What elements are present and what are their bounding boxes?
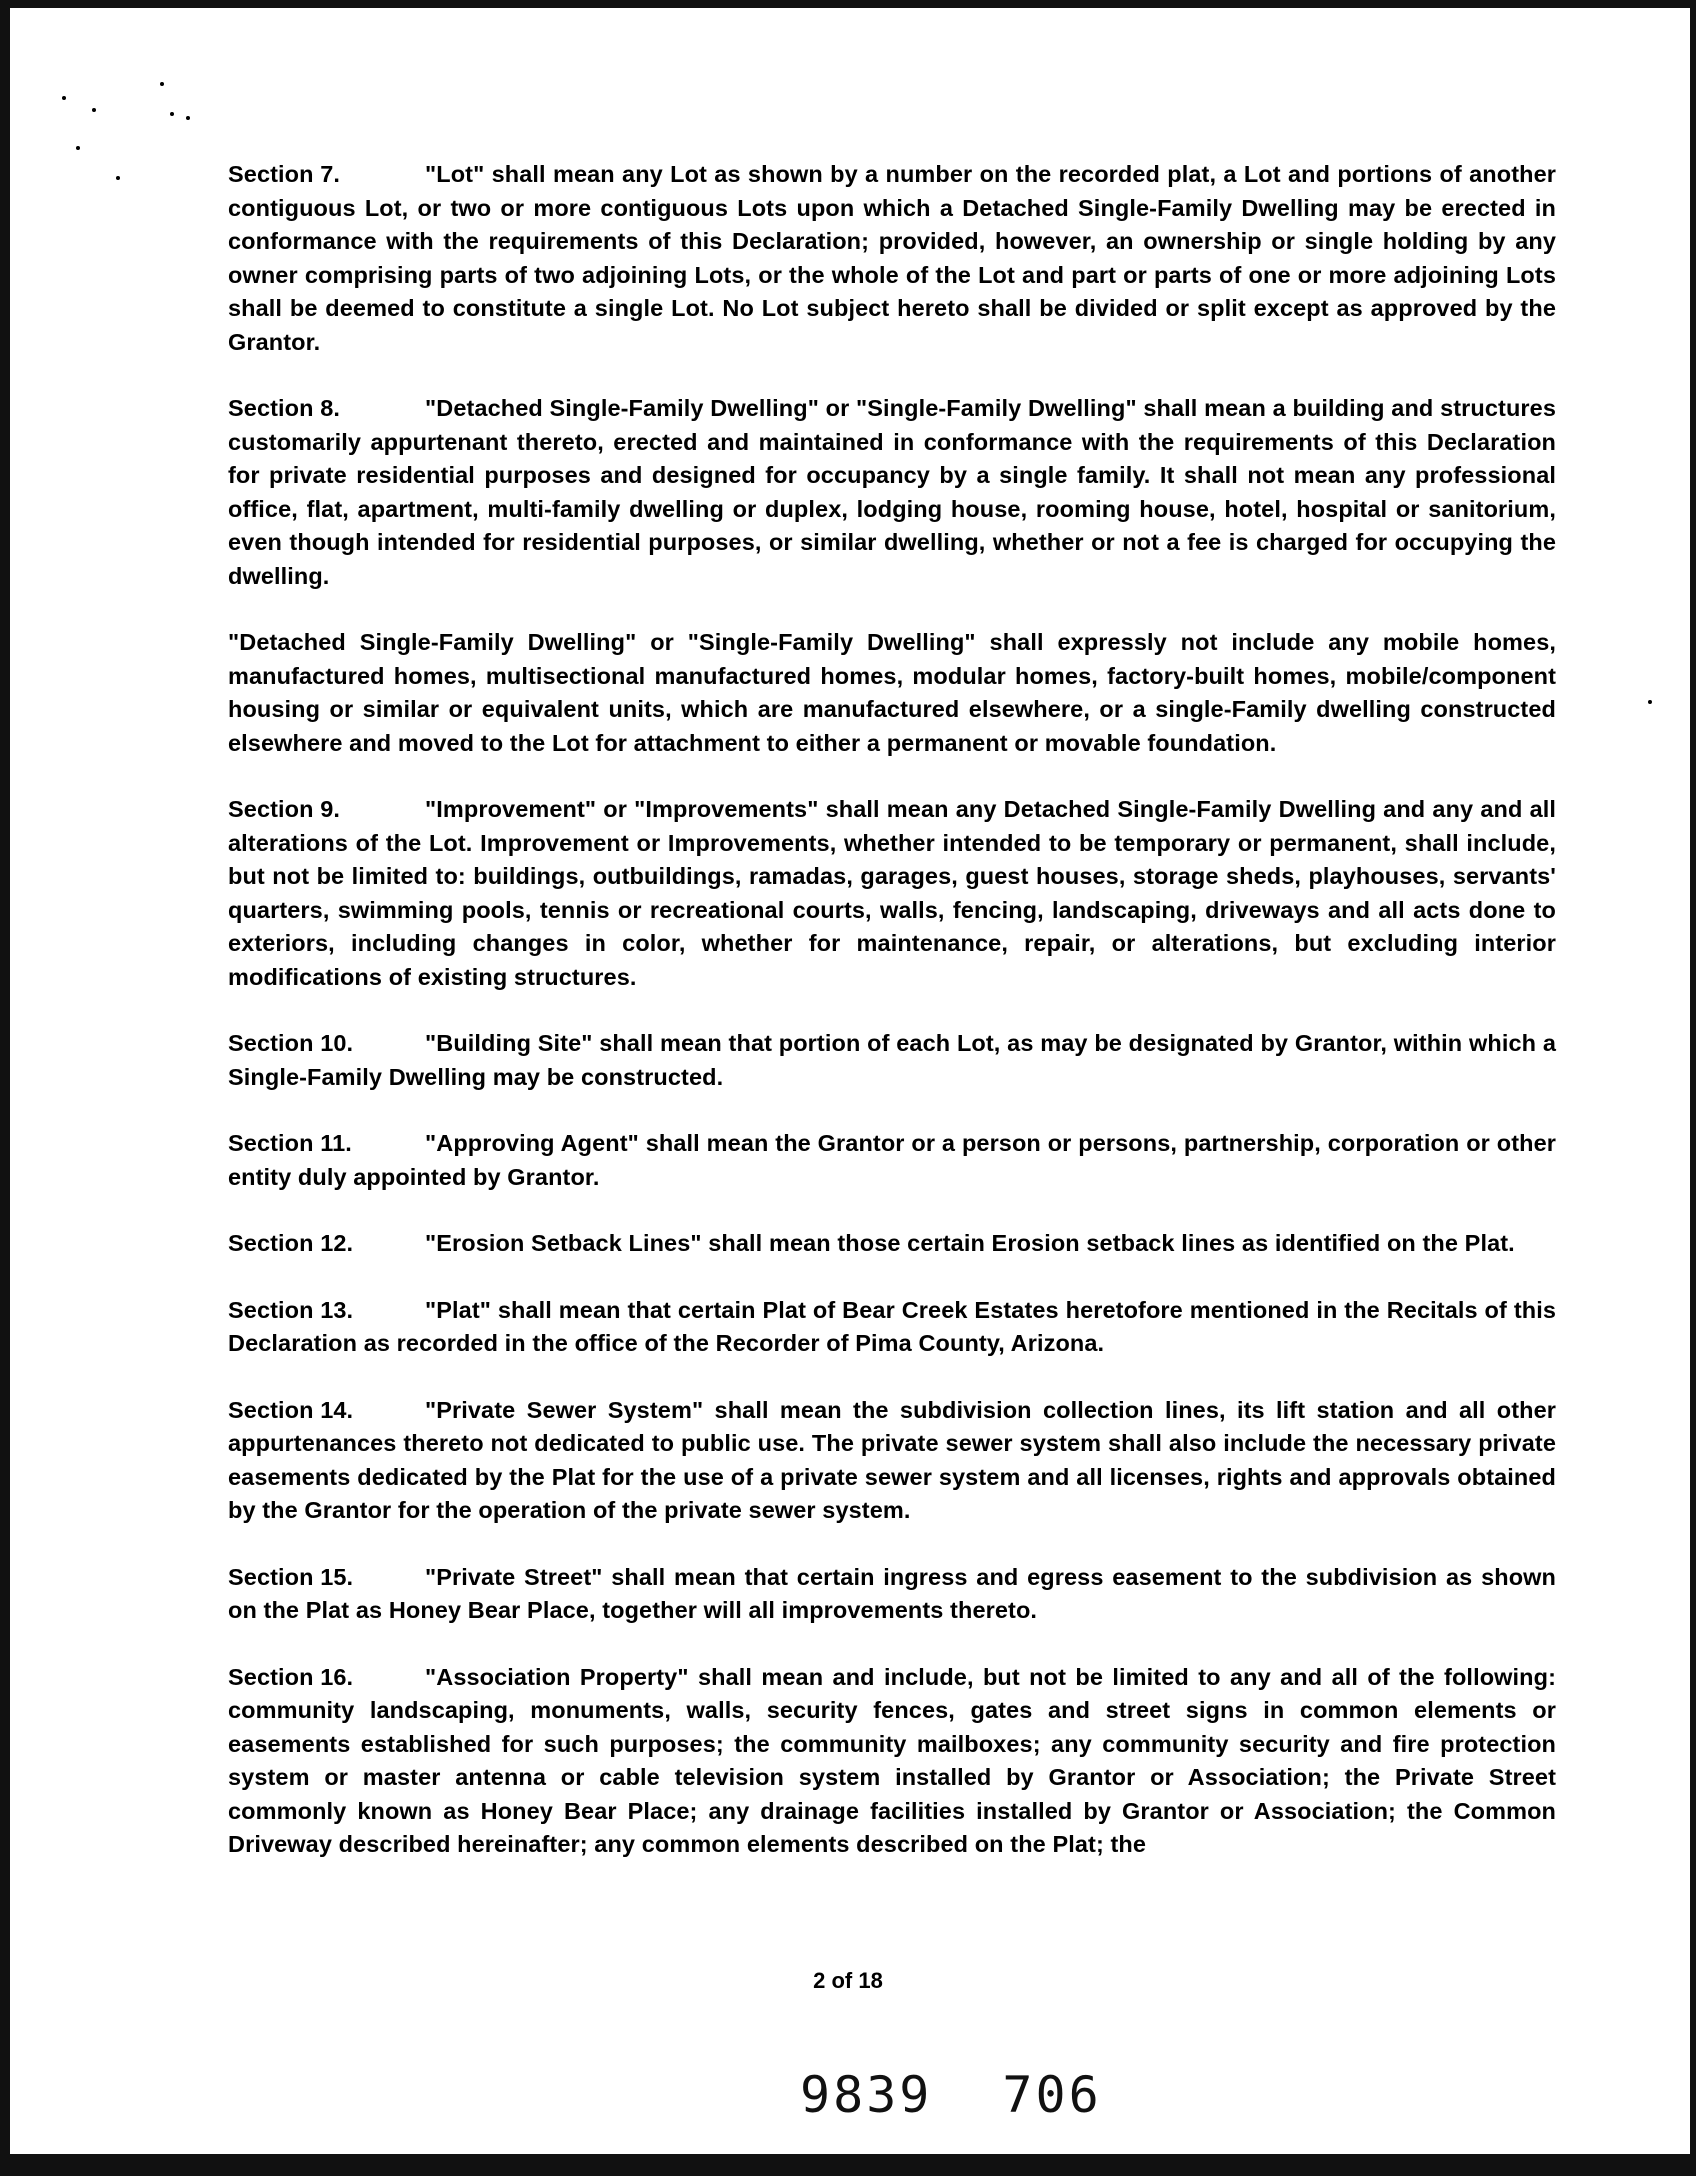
section-8-continued <box>228 626 1556 760</box>
scan-speck <box>92 108 96 112</box>
section-12 <box>228 1227 1556 1261</box>
section-text: "Improvement" or "Improvements" shall mean any Detached Single-Family Dwelling and any and all alterations of the Lot. Improvement or Improvements, whether intended to be temporary or permanent, shall include, but not be limited to: buildings, outbuildings, ramadas, garages, guest houses, storage sheds, playhouses, servants' quarters, swimming pools, tennis or recreational courts, walls, fencing, landscaping, driveways and all acts done to exteriors, including changes in color, whether for maintenance, repair, or alterations, but excluding interior modifications of existing structures. <box>228 796 1556 990</box>
section-text: "Detached Single-Family Dwelling" or "Single-Family Dwelling" shall mean a building and structures customarily appurtenant thereto, erected and maintained in conformance with the requirements of this Declaration for private residential purposes and designed for occupancy by a single family. It shall not mean any professional office, flat, apartment, multi-family dwelling or duplex, lodging house, rooming house, hotel, hospital or sanitorium, even though intended for residential purposes, or similar dwelling, whether or not a fee is charged for occupying the dwelling. <box>228 395 1556 589</box>
document-body <box>228 158 1556 1895</box>
section-10 <box>228 1027 1556 1094</box>
section-label: Section 7. <box>228 161 341 187</box>
section-text: "Erosion Setback Lines" shall mean those certain Erosion setback lines as identified on the Plat. <box>425 1230 1515 1256</box>
scan-speck <box>186 116 190 120</box>
section-text: "Association Property" shall mean and include, but not be limited to any and all of the following: community landscaping, monuments, walls, security fences, gates and street signs in common elements or easements established for such purposes; the community mailboxes; any community security and fire protection system or master antenna or cable television system installed by Grantor or Association; the Private Street commonly known as Honey Bear Place; any drainage facilities installed by Grantor or Association; the Common Driveway described hereinafter; any common elements described on the Plat; the <box>228 1663 1556 1857</box>
scan-edge-left <box>0 0 10 2176</box>
section-7 <box>228 158 1556 359</box>
section-text: "Detached Single-Family Dwelling" or "Single-Family Dwelling" shall expressly not include any mobile homes, manufactured homes, multisectional manufactured homes, modular homes, factory-built homes, mobile/component housing or similar or equivalent units, which are manufactured elsewhere, or a single-Family dwelling constructed elsewhere and moved to the Lot for attachment to either a permanent or movable foundation. <box>228 629 1556 756</box>
section-label: Section 14. <box>228 1396 354 1423</box>
section-text: "Approving Agent" shall mean the Grantor or a person or persons, partnership, corporation or other entity duly appointed by Grantor. <box>228 1130 1556 1190</box>
scan-speck <box>116 176 120 180</box>
recording-book-number: 9839 <box>800 2066 933 2124</box>
section-8 <box>228 392 1556 593</box>
section-14 <box>228 1394 1556 1528</box>
section-label: Section 16. <box>228 1663 354 1690</box>
section-label: Section 12. <box>228 1230 354 1256</box>
section-11 <box>228 1127 1556 1194</box>
section-label: Section 9. <box>228 796 341 822</box>
section-label: Section 10. <box>228 1030 354 1056</box>
section-text: "Lot" shall mean any Lot as shown by a number on the recorded plat, a Lot and portions of another contiguous Lot, or two or more contiguous Lots upon which a Detached Single-Family Dwelling may be erected in conformance with the requirements of this Declaration; provided, however, an ownership or single holding by any owner comprising parts of two adjoining Lots, or the whole of the Lot and part or parts of one or more adjoining Lots shall be deemed to constitute a single Lot. No Lot subject hereto shall be divided or split except as approved by the Grantor. <box>228 161 1556 355</box>
section-label: Section 11. <box>228 1130 352 1156</box>
section-13 <box>228 1294 1556 1361</box>
section-text: "Building Site" shall mean that portion of each Lot, as may be designated by Grantor, within which a Single-Family Dwelling may be constructed. <box>228 1030 1556 1090</box>
section-label: Section 8. <box>228 395 341 421</box>
section-16 <box>228 1661 1556 1862</box>
section-text: "Plat" shall mean that certain Plat of Bear Creek Estates heretofore mentioned in the Recitals of this Declaration as recorded in the office of the Recorder of Pima County, Arizona. <box>228 1296 1556 1356</box>
scan-edge-top <box>0 0 1696 8</box>
scan-speck <box>1648 700 1652 704</box>
section-9 <box>228 793 1556 994</box>
scan-speck <box>170 112 174 116</box>
section-label: Section 13. <box>228 1296 354 1323</box>
page-number: 2 of 18 <box>813 1968 883 1993</box>
section-15 <box>228 1561 1556 1628</box>
scan-edge-right <box>1690 0 1696 2176</box>
section-label: Section 15. <box>228 1563 354 1590</box>
scan-speck <box>76 146 80 150</box>
scan-speck <box>62 96 66 100</box>
recording-stamp <box>800 2066 1102 2124</box>
section-text: "Private Sewer System" shall mean the subdivision collection lines, its lift station and all other appurtenances thereto not dedicated to public use. The private sewer system shall also include the necessary private easements dedicated by the Plat for the use of a private sewer system and all licenses, rights and approvals obtained by the Grantor for the operation of the private sewer system. <box>228 1396 1556 1523</box>
section-text: "Private Street" shall mean that certain ingress and egress easement to the subdivision as shown on the Plat as Honey Bear Place, together will all improvements thereto. <box>228 1563 1556 1623</box>
recording-page-number: 706 <box>1002 2066 1102 2124</box>
scan-edge-bottom <box>0 2154 1696 2176</box>
scan-speck <box>160 82 164 86</box>
